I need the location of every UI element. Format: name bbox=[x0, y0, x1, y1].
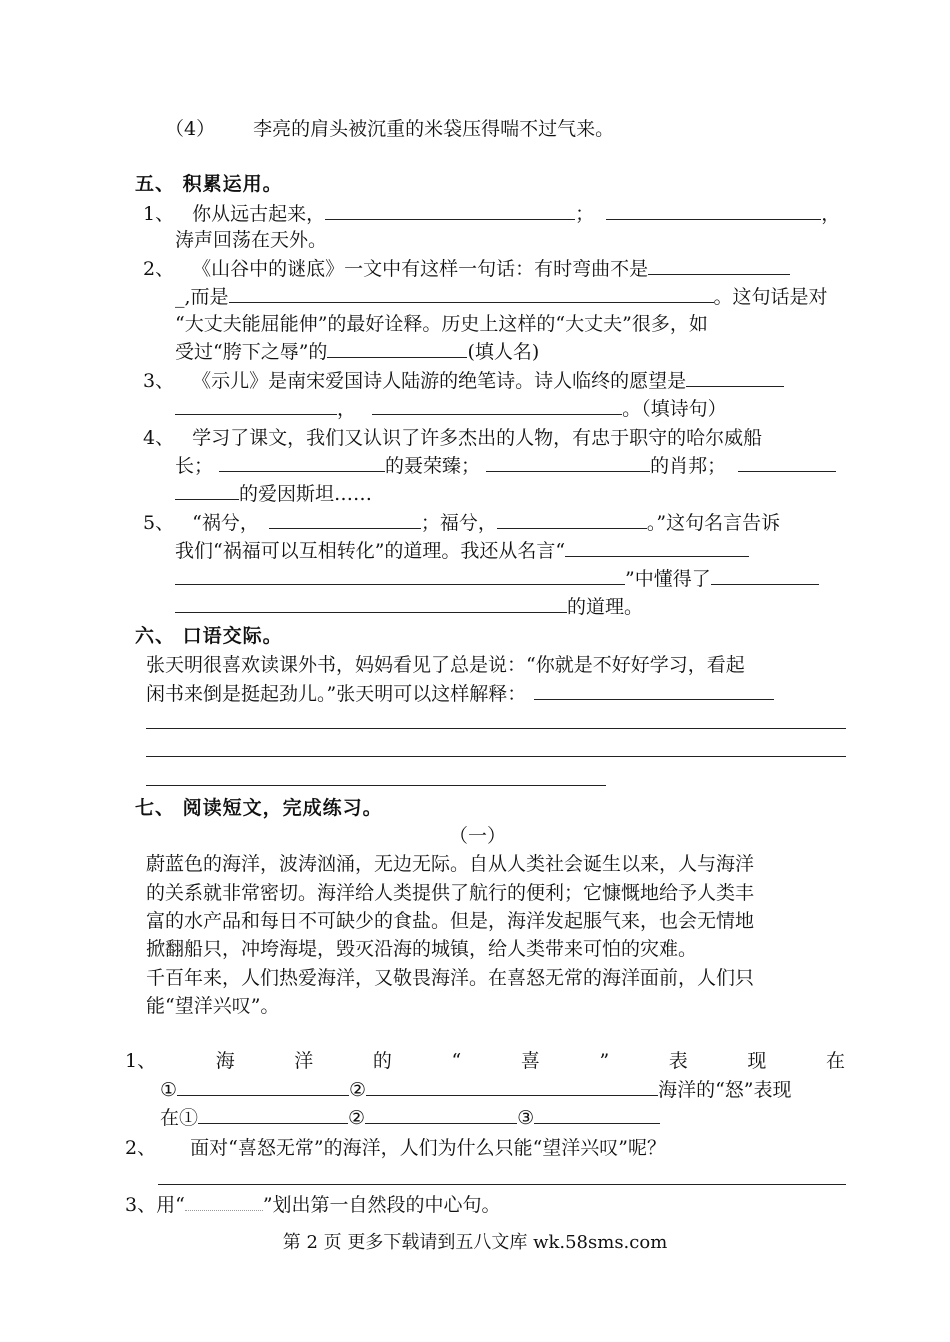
section-5-title: 五、 积累运用。 bbox=[135, 173, 283, 195]
s5-item2-line2: _,而是 。这句话是对 bbox=[175, 282, 828, 311]
fill-blank[interactable] bbox=[534, 1103, 660, 1124]
s6-text-line1: 张天明很喜欢读课外书，妈妈看见了总是说：“你就是不好好学习，看起 bbox=[146, 654, 745, 676]
passage-line: 掀翻船只，冲垮海堤，毁灭沿海的城镇，给人类带来可怕的灾难。 bbox=[146, 938, 698, 960]
fill-blank[interactable] bbox=[648, 254, 790, 275]
s5-item2-line4: 受过“胯下之辱”的 (填人名) bbox=[175, 337, 539, 366]
q1-line3: 在① ② ③ bbox=[160, 1103, 660, 1132]
passage-number: （一） bbox=[449, 825, 507, 847]
answer-line[interactable] bbox=[146, 785, 606, 786]
item-number: （4） bbox=[165, 118, 216, 140]
q2-line: 2、 面对“喜怒无常”的海洋，人们为什么只能“望洋兴叹”呢？ bbox=[125, 1137, 666, 1159]
item-text: 李亮的肩头被沉重的米袋压得喘不过气来。 bbox=[253, 118, 615, 140]
fill-blank[interactable] bbox=[486, 451, 650, 472]
s5-item5-line3: ”中懂得了 bbox=[175, 564, 819, 593]
fill-blank[interactable] bbox=[327, 337, 467, 358]
fill-blank[interactable] bbox=[175, 479, 239, 500]
fill-blank[interactable] bbox=[175, 394, 337, 415]
q1-line2: ① ② 海洋的“怒”表现 bbox=[160, 1075, 792, 1104]
fill-blank[interactable] bbox=[219, 451, 385, 472]
fill-blank[interactable] bbox=[175, 592, 567, 613]
fill-blank[interactable] bbox=[325, 199, 575, 220]
section-7-title: 七、 阅读短文，完成练习。 bbox=[135, 797, 383, 819]
passage-line: 千百年来，人们热爱海洋，又敬畏海洋。在喜怒无常的海洋面前，人们只 bbox=[146, 967, 755, 989]
answer-line[interactable] bbox=[158, 1184, 846, 1185]
fill-blank[interactable] bbox=[686, 366, 784, 387]
fill-blank[interactable] bbox=[269, 508, 421, 529]
s6-text-line2: 闲书来倒是挺起劲儿。”张天明可以这样解释： bbox=[146, 679, 774, 708]
s5-item4-line2: 长； 的聂荣臻； 的肖邦； bbox=[175, 451, 836, 480]
s5-item4-line1: 4、 学习了课文，我们又认识了许多杰出的人物，有忠于职守的哈尔威船 bbox=[143, 427, 763, 449]
passage-line: 富的水产品和每日不可缺少的食盐。但是，海洋发起脹气来，也会无情地 bbox=[146, 910, 755, 932]
fill-blank[interactable] bbox=[738, 451, 836, 472]
s5-item5-line1: 5、 “祸兮， ；福兮， 。”这句名言告诉 bbox=[143, 508, 780, 537]
s5-item1-line1: 1、 你从远古起来， ； ， bbox=[143, 199, 840, 228]
answer-line[interactable] bbox=[146, 756, 846, 757]
page-footer: 第 2 页 更多下载请到五八文库 wk.58sms.com bbox=[282, 1232, 668, 1253]
q3-line: 3、用“ ”划出第一自然段的中心句。 bbox=[125, 1194, 501, 1216]
section-6-title: 六、 口语交际。 bbox=[135, 625, 283, 647]
s5-item2-line1: 2、 《山谷中的谜底》一文中有这样一句话：有时弯曲不是 bbox=[143, 254, 790, 283]
wavy-underline-sample bbox=[185, 1196, 263, 1211]
passage-line: 的关系就非常密切。海洋给人类提供了航行的便利；它慷慨地给予人类丰 bbox=[146, 882, 755, 904]
s5-item3-line1: 3、 《示儿》是南宋爱国诗人陆游的绝笔诗。诗人临终的愿望是 bbox=[143, 366, 784, 395]
answer-line[interactable] bbox=[146, 728, 846, 729]
fill-blank[interactable] bbox=[366, 1075, 658, 1096]
fill-blank[interactable] bbox=[177, 1075, 349, 1096]
fill-blank[interactable] bbox=[365, 1103, 517, 1124]
fill-blank[interactable] bbox=[565, 536, 749, 557]
s5-item4-line3: 的爱因斯坦…… bbox=[175, 479, 372, 508]
fill-blank[interactable] bbox=[497, 508, 647, 529]
fill-blank[interactable] bbox=[175, 564, 625, 585]
prev-item-4 bbox=[165, 115, 614, 143]
s5-item3-line2: ， 。（填诗句） bbox=[175, 394, 727, 423]
passage-line: 能“望洋兴叹”。 bbox=[146, 995, 280, 1017]
answer-line[interactable] bbox=[534, 679, 774, 700]
s5-item5-line2: 我们“祸福可以互相转化”的道理。我还从名言“ bbox=[175, 536, 749, 565]
s5-item2-line3: “大丈夫能屈能伸”的最好诠释。历史上这样的“大丈夫”很多，如 bbox=[175, 313, 708, 335]
s5-item1-line2: 涛声回荡在天外。 bbox=[175, 229, 328, 251]
passage-line: 蔚蓝色的海洋，波涛汹涌，无边无际。自从人类社会诞生以来，人与海洋 bbox=[146, 853, 755, 875]
q1-line1: 1、 海 洋 的 “ 喜 ” 表 现 在 bbox=[125, 1050, 845, 1072]
fill-blank[interactable] bbox=[198, 1103, 348, 1124]
fill-blank[interactable] bbox=[229, 282, 714, 303]
s5-item5-line4: 的道理。 bbox=[175, 592, 643, 621]
fill-blank[interactable] bbox=[606, 199, 821, 220]
fill-blank[interactable] bbox=[711, 564, 819, 585]
fill-blank[interactable] bbox=[372, 394, 622, 415]
